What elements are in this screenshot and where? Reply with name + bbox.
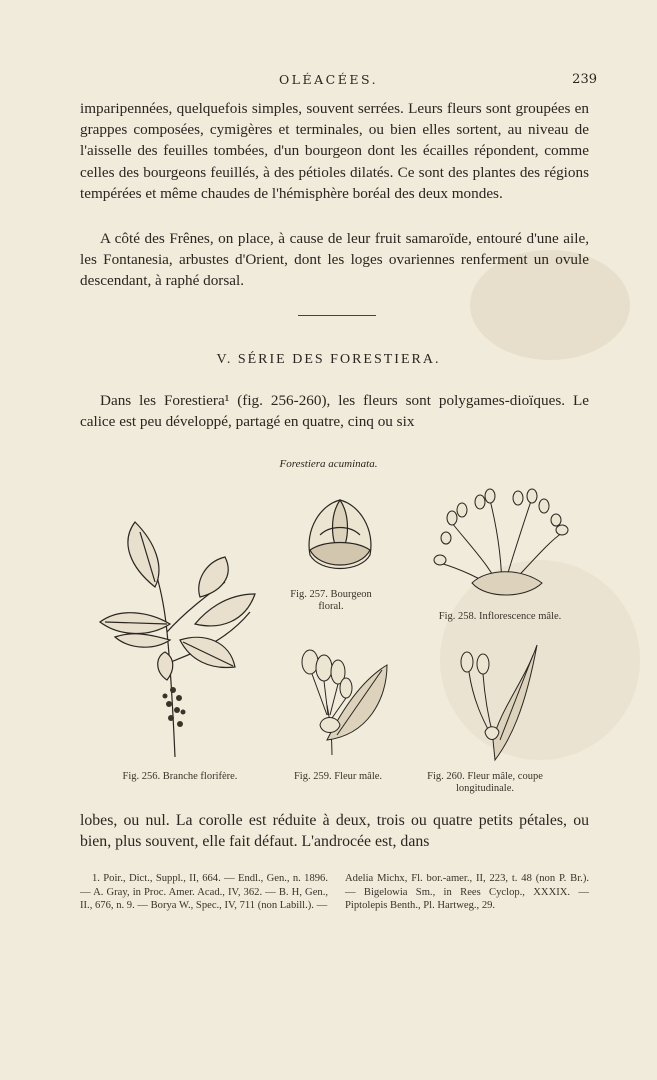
caption-fig-258: Fig. 258. Inflorescence mâle. xyxy=(438,611,562,622)
caption-fig-256: Fig. 256. Branche florifère. xyxy=(122,771,238,782)
figure-title: Forestiera acuminata. xyxy=(279,458,378,470)
section-heading: V. SÉRIE DES FORESTIERA. xyxy=(216,352,441,367)
paragraph-1: imparipennées, quelquefois simples, souvent serrées. Leurs fleurs sont groupées en grappes composées, cymigères et terminales, ou bien elles sortent, au niveau de l'aisselle des feuilles tombées, d'un bourgeon dont les écailles répondent, comme celles des bourgeons feuillés, à des pétioles dilatés. Ce sont des plantes des régions tempérées et même chaudes de l'hémisphère boréal des deux mondes. xyxy=(80,100,589,202)
caption-fig-260: Fig. 260. Fleur mâle, coupe longitudinale. xyxy=(427,771,543,794)
paragraph-4: lobes, ou nul. La corolle est réduite à deux, trois ou quatre petits pétales, ou bien, plus souvent, elle fait défaut. L'androcée est, dans xyxy=(80,812,589,851)
caption-fig-259: Fig. 259. Fleur mâle. xyxy=(293,771,383,782)
page-number: 239 xyxy=(572,72,597,87)
paragraph-3-text: Dans les Forestiera¹ (fig. 256-260), les fleurs sont polygames-dioïques. Le calice est peu développé, partagé en quatre, cinq ou six xyxy=(80,392,589,431)
footnote-right: Adelia Michx, Fl. bor.-amer., II, 223, t. 48 (non P. Br.). — Bigelowia Sm., in Rees Cyclop., XXXIX. — Piptolepis Benth., Pl. Hartweg., 29. xyxy=(345,873,589,911)
caption-fig-257: Fig. 257. Bourgeon floral. xyxy=(290,589,372,612)
male-flower-illustration xyxy=(292,640,397,760)
bud-illustration xyxy=(300,495,380,580)
inflorescence-illustration xyxy=(432,488,572,603)
running-head-title: OLÉACÉES. xyxy=(278,72,379,87)
footnote-left: 1. Poir., Dict., Suppl., II, 664. — Endl., Gen., n. 1896. — A. Gray, in Proc. Amer. Acad., IV, 362. — B. H, Gen., II., 676, n. 9. — Borya W., Spec., IV, 711 (non Labill.). — xyxy=(80,873,328,911)
paragraph-2 xyxy=(80,228,589,292)
section-divider xyxy=(298,315,376,316)
flower-section-illustration xyxy=(455,640,545,765)
branch-illustration xyxy=(95,512,265,762)
paragraph-3 xyxy=(80,390,589,432)
paragraph-2-text: A côté des Frênes, on place, à cause de leur fruit samaroïde, entouré d'une aile, les Fontanesia, arbustes d'Orient, dont les loges ovariennes renferment un ovule descendant, à raphé dorsal. xyxy=(80,230,589,290)
